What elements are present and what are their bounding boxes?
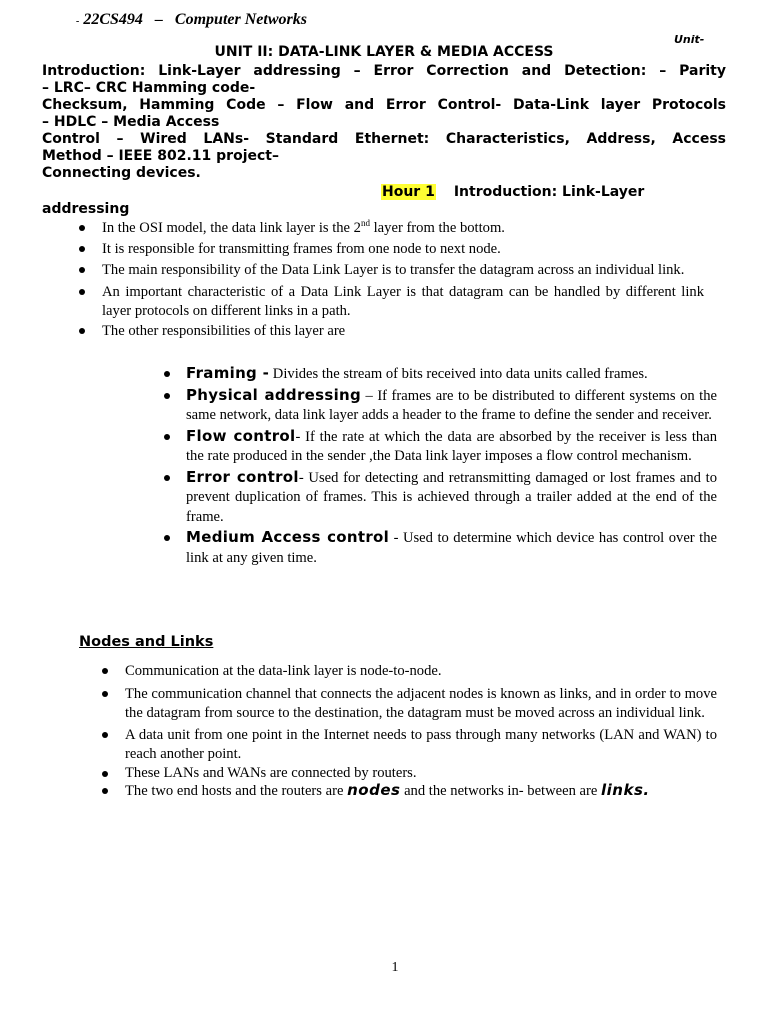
header-separator: –: [154, 11, 163, 28]
list-item-text: and the networks in- between are: [400, 782, 602, 799]
list-item: [102, 219, 704, 239]
list-item: An important characteristic of a Data Link Layer is that datagram can be handled by different link layer protocols on different links in a path.: [102, 283, 704, 322]
syllabus-line: Control – Wired LANs- Standard Ethernet: Characteristics, Address, Access: [42, 131, 726, 147]
unit-label: Unit-: [674, 33, 705, 46]
hour-topic-continued: addressing: [42, 201, 130, 217]
syllabus-line: Method – IEEE 802.11 project–: [42, 148, 279, 164]
list-item: The other responsibilities of this layer are: [102, 322, 704, 342]
syllabus-line: Checksum, Hamming Code – Flow and Error Control- Data-Link layer Protocols: [42, 97, 726, 113]
list-item: Communication at the data-link layer is node-to-node.: [125, 662, 717, 682]
nodes-links-list: [125, 662, 717, 800]
course-code: 22CS494: [83, 11, 143, 28]
list-item: The main responsibility of the Data Link Layer is to transfer the datagram across an individual link.: [102, 261, 704, 281]
section-heading: Nodes and Links: [79, 634, 214, 650]
list-item: The communication channel that connects the adjacent nodes is known as links, and in order to move the datagram from source to the destination, the datagram must be moved across an individual link.: [125, 685, 717, 724]
responsibility-text: - Used for detecting and retransmitting damaged or lost frames and to prevent duplication of frames. This is achieved through a trailer added at the end of the frame.: [186, 469, 717, 525]
responsibility-term: Medium Access control: [186, 528, 390, 546]
syllabus-line: Connecting devices.: [42, 165, 201, 181]
responsibility-item: [186, 528, 717, 568]
responsibility-item: [186, 468, 717, 528]
header-dash: -: [76, 16, 80, 27]
responsibility-text: – If frames are to be distributed to different systems on the same network, data link layer adds a header to the frame to define the sender and receiver.: [186, 387, 717, 423]
list-item: [125, 782, 717, 800]
list-item-text: The two end hosts and the routers are: [125, 782, 348, 799]
intro-list: [102, 219, 704, 341]
responsibility-item: [186, 427, 717, 467]
responsibilities-list: [186, 364, 717, 569]
syllabus-line: – HDLC – Media Access: [42, 114, 220, 130]
term-nodes: nodes: [347, 780, 401, 799]
hour-label: Hour 1: [382, 184, 435, 200]
syllabus-block: [42, 63, 726, 182]
list-item-text: layer from the bottom.: [369, 220, 505, 236]
course-header: [76, 11, 307, 29]
responsibility-item: [186, 364, 717, 385]
superscript: nd: [360, 218, 370, 228]
term-links: links.: [601, 780, 650, 799]
unit-title: UNIT II: DATA-LINK LAYER & MEDIA ACCESS: [214, 44, 554, 60]
list-item: A data unit from one point in the Internet needs to pass through many networks (LAN and WAN) to reach another point.: [125, 726, 717, 765]
responsibility-term: Framing -: [186, 364, 270, 382]
course-name: Computer Networks: [174, 11, 307, 28]
responsibility-text: - Used to determine which device has control over the link at any given time.: [186, 530, 717, 566]
responsibility-item: [186, 386, 717, 426]
responsibility-term: Error control: [186, 467, 299, 486]
syllabus-line: Introduction: Link-Layer addressing – Error Correction and Detection: – Parity: [42, 63, 726, 79]
page-number: 1: [391, 960, 399, 975]
responsibility-text: Divides the stream of bits received into data units called frames.: [269, 366, 648, 382]
hour-heading: [42, 184, 732, 218]
hour-topic: Introduction: Link-Layer: [453, 184, 645, 200]
list-item-text: In the OSI model, the data link layer is the 2: [102, 220, 361, 236]
list-item: These LANs and WANs are connected by routers.: [125, 765, 717, 782]
responsibility-term: Physical addressing: [186, 385, 362, 404]
responsibility-term: Flow control: [186, 426, 296, 445]
syllabus-line: – LRC– CRC Hamming code-: [42, 80, 256, 96]
responsibility-text: - If the rate at which the data are absorbed by the receiver is less than the rate produced in the sender ,the Data link layer imposes a flow control mechanism.: [186, 428, 717, 464]
list-item: It is responsible for transmitting frames from one node to next node.: [102, 240, 704, 260]
